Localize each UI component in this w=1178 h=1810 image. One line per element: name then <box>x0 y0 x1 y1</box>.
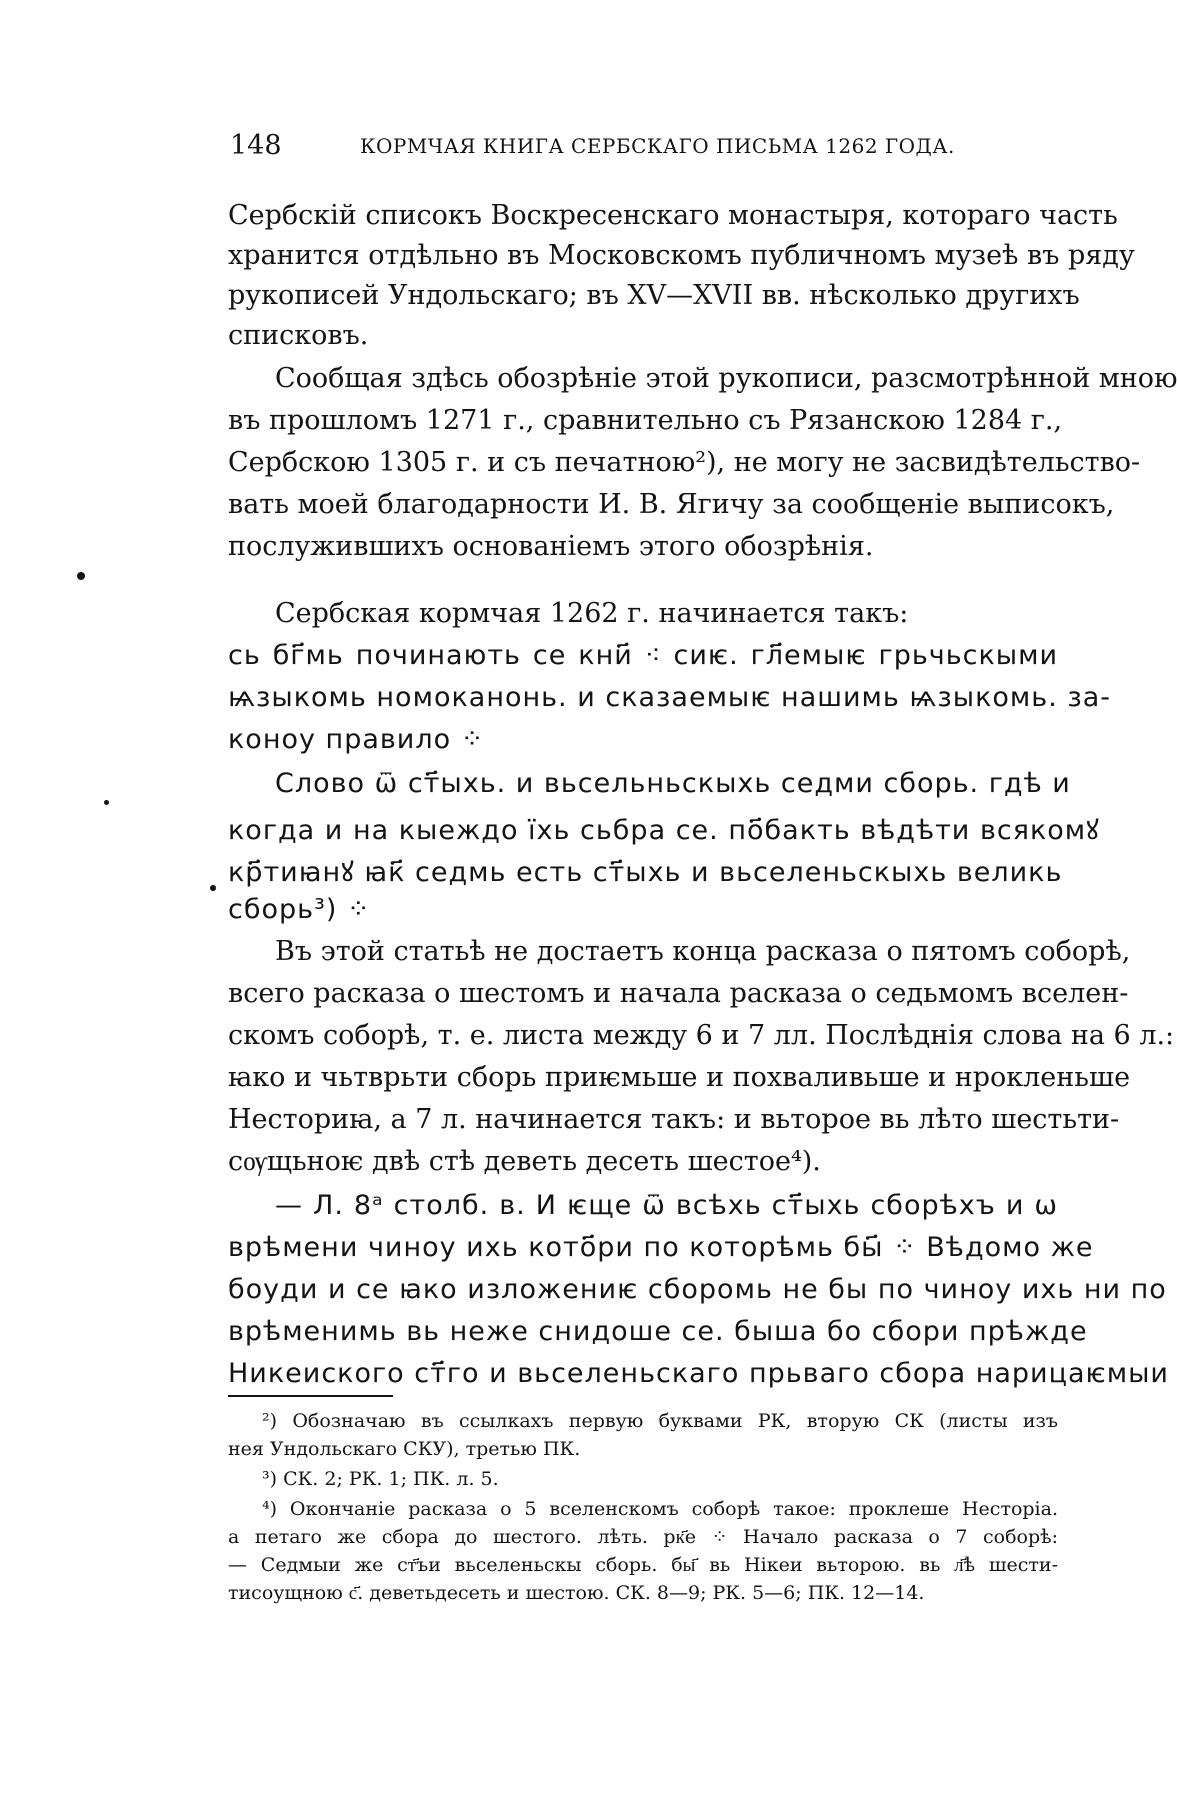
body-line: послужившихъ основаніемъ этого обозрѣнія. <box>228 531 874 562</box>
running-title: КОРМЧАЯ КНИГА СЕРБСКАГО ПИСЬМА 1262 ГОДА. <box>360 134 955 158</box>
slavonic-line: сь бг҃мь починають се кни҃ ⁖ сиѥ. гл҃емыѥ грьчьскыми <box>228 640 1058 671</box>
slavonic-line: коноу правило ⁘ <box>228 724 485 755</box>
slavonic-line: боуди и се ꙗко изложениѥ сборомь не бы по чиноу ихь ни по <box>228 1274 1167 1305</box>
ink-speck <box>210 885 216 891</box>
body-line: Несториꙗ, а 7 л. начинается такъ: и вьторое вь лѣто шестьти- <box>228 1104 1120 1135</box>
slavonic-line: сборь³) ⁘ <box>228 894 371 925</box>
slavonic-line: ѩзыкомь номоканонь. и сказаемыѥ нашимь ѩзыкомь. за- <box>228 682 1112 713</box>
body-line: Сообщая здѣсь обозрѣніе этой рукописи, разсмотрѣнной мною <box>275 363 1178 394</box>
body-line: всего расказа о шестомъ и начала расказа о седьмомъ вселен- <box>228 978 1129 1009</box>
body-line: сѹщьноѥ двѣ стѣ деветь десеть шестое⁴). <box>228 1146 821 1177</box>
body-line: въ прошломъ 1271 г., сравнительно съ Рязанскою 1284 г., <box>228 405 1063 436</box>
body-line: Сербская кормчая 1262 г. начинается такъ: <box>275 598 909 629</box>
footnote-line: тисоущною с҃. деветьдесеть и шестою. СК. 8—9; РК. 5—6; ПК. 12—14. <box>228 1582 925 1604</box>
body-line: вать моей благодарности И. В. Ягичу за сообщеніе выписокъ, <box>228 489 1115 520</box>
body-line: рукописей Ундольскаго; въ XV—XVII вв. нѣсколько другихъ <box>228 280 1080 311</box>
page-number: 148 <box>230 130 282 161</box>
body-line: Сербскою 1305 г. и съ печатною²), не могу не засвидѣтельство- <box>228 447 1141 478</box>
footnote-rule <box>228 1395 393 1397</box>
footnote-line: ³) СК. 2; РК. 1; ПК. л. 5. <box>262 1468 499 1490</box>
footnote-line: а петаго же сбора до шестого. лѣть. рк҃е ⁘ Начало расказа о 7 соборѣ: <box>228 1526 1058 1548</box>
body-line: хранится отдѣльно въ Московскомъ публичномъ музеѣ въ ряду <box>228 240 1135 271</box>
footnote-line: ²) Обозначаю въ ссылкахъ первую буквами РК, вторую СК (листы изъ <box>262 1410 1058 1432</box>
body-line: списковъ. <box>228 320 369 351</box>
footnote-line: нея Ундольскаго СКУ), третью ПК. <box>228 1438 581 1460</box>
ink-speck <box>104 800 109 805</box>
slavonic-line: врѣмени чиноу ихь кото҃ри по которѣмь бы҃ ⁘ Вѣдомо же <box>228 1232 1094 1263</box>
footnote-line: — Седмыи же ст҃ъи вьселеньскы сборь. бы҃ вь Нікеи вьторою. вь л҃ѣ шести- <box>228 1554 1058 1576</box>
slavonic-line: врѣменимь вь неже снидоше се. быша бо сбори прѣжде <box>228 1316 1088 1347</box>
slavonic-line: когда и на кыеждо їхь сьбра се. по҃бакть вѣдѣти всякомꙋ <box>228 815 1100 846</box>
body-line: скомъ соборѣ, т. е. листа между 6 и 7 лл. Послѣднія слова на 6 л.: <box>228 1020 1175 1051</box>
body-line: ꙗко и чьтврьти сборь приѥмьше и похваливьше и нрокленьше <box>228 1062 1131 1093</box>
slavonic-line: — Л. 8ᵃ столб. в. И ѥще ѿ всѣхь ст҃ыхь сборѣхъ и ѡ <box>275 1190 1058 1221</box>
body-line: Сербскій списокъ Воскресенскаго монастыря, котораго часть <box>228 200 1118 231</box>
footnote-line: ⁴) Окончаніе расказа о 5 вселенскомъ соборѣ такое: проклеше Несторіа. <box>262 1498 1058 1520</box>
body-line: Въ этой статьѣ не достаетъ конца расказа о пятомъ соборѣ, <box>275 936 1131 967</box>
slavonic-line: кр҃тиꙗнꙋ ꙗк҃ седмь есть ст҃ыхь и вьселеньскыхь великь <box>228 857 1063 888</box>
ink-speck <box>77 572 85 580</box>
slavonic-line: Никеиского ст҃го и вьселеньскаго прьваго сбора нарицаѥмыи <box>228 1358 1169 1389</box>
slavonic-line: Слово ѿ ст҃ыхь. и вьсельньскыхь седми сборь. гдѣ и <box>275 768 1071 799</box>
